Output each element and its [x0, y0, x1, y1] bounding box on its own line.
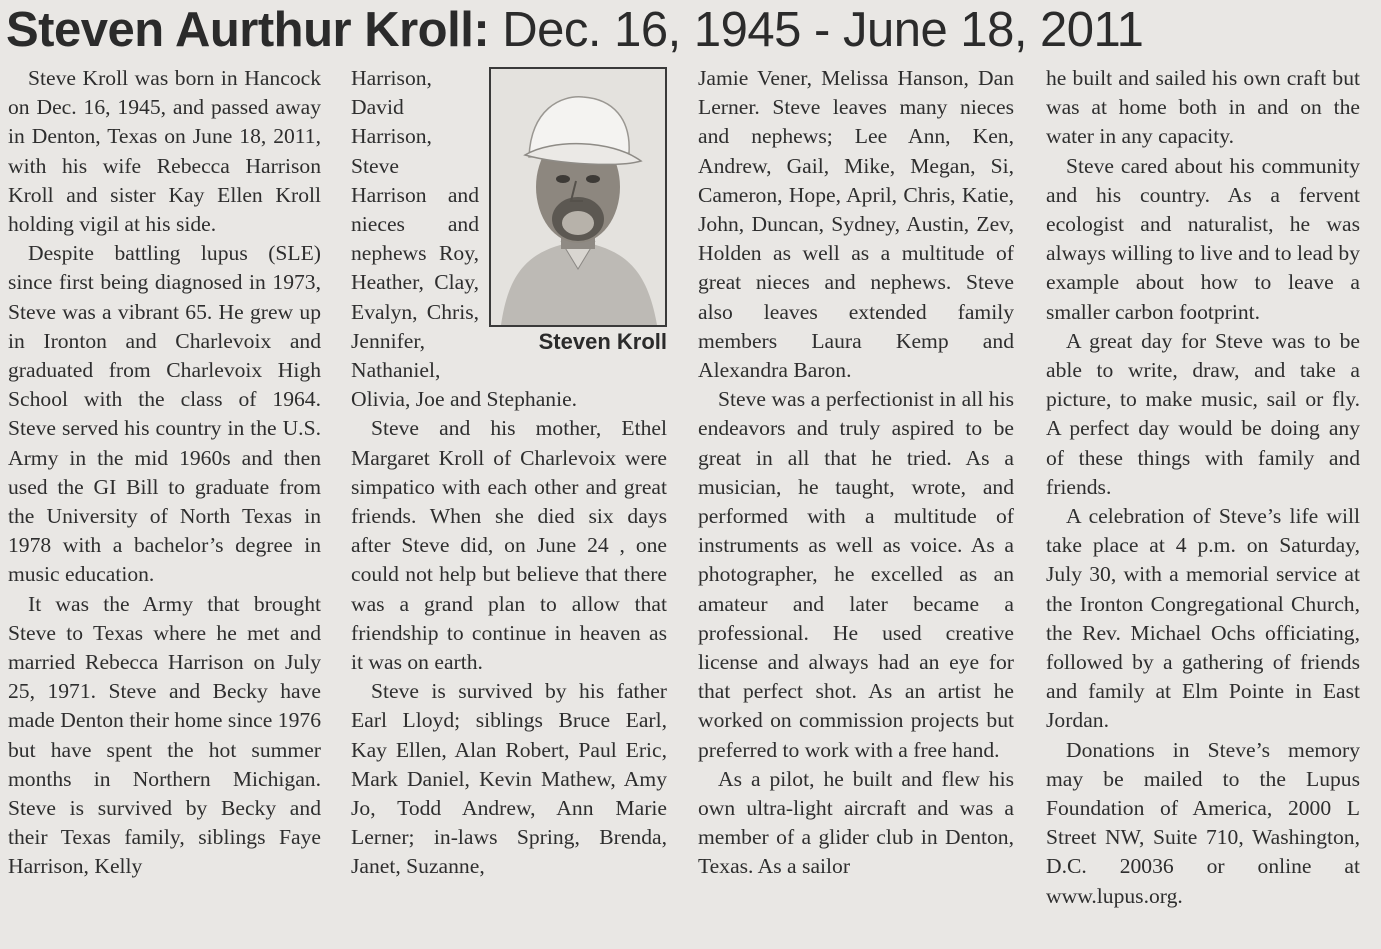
portrait-photo: [489, 67, 667, 327]
paragraph: Steve was a perfectionist in all his endeavors and truly aspired to be great in all that he tried. As a musician, he taught, wrote, and performed with a multitude of instruments as well as voice. As a photographer, he excelled as an amateur and later became a professional. He used creative license and always had an eye for that perfect shot. As an artist he worked on commission projects but preferred to work with a free hand.: [698, 387, 1014, 762]
headline-name: Steven Aurthur Kroll:: [6, 3, 490, 57]
column-2: [351, 64, 667, 949]
paragraph: A great day for Steve was to be able to write, draw, and take a picture, to make music, sail or fly. A perfect day would be doing any of these things with family and friends.: [1046, 328, 1360, 499]
paragraph: Jamie Vener, Melissa Hanson, Dan Lerner. Steve leaves many nieces and nephews; Lee Ann, Ken, Andrew, Gail, Mike, Megan, Si, Cameron, Hope, April, Chris, Katie, John, Duncan, Sydney, Austin, Zev, Holden as well as a multitude of great nieces and nephews. Steve also leaves extended family members Laura Kemp and Alexandra Baron.: [698, 66, 1014, 383]
paragraph: Harrison, David Harrison, Steve Harrison and nieces and nephews Roy, Heather, Clay, Evalyn, Chris, Jennifer, Nathaniel, Olivia, Joe and Stephanie.: [351, 66, 578, 412]
paragraph: Steve and his mother, Ethel Margaret Kroll of Charlevoix were simpatico with each other and great friends. When she died six days after Steve did, on June 24 , one could not help but believe that there was a grand plan to allow that friendship to continue in heaven as it was on earth.: [351, 416, 667, 675]
paragraph: Donations in Steve’s memory may be mailed to the Lupus Foundation of America, 2000 L Street NW, Suite 710, Washington, D.C. 20036 or online at www.lupus.org.: [1046, 737, 1360, 908]
paragraph: he built and sailed his own craft but was at home both in and on the water in any capacity.: [1046, 66, 1360, 149]
portrait-photo-block: [489, 67, 667, 357]
paragraph: Despite battling lupus (SLE) since first being diagnosed in 1973, Steve was a vibrant 65. He grew up in Ironton and Charlevoix and graduated from Charlevoix High School with the class of 1964. Steve served his country in the U.S. Army in the mid 1960s and then used the GI Bill to graduate from the University of North Texas in 1978 with a bachelor’s degree in music education.: [8, 241, 321, 587]
paragraph: A celebration of Steve’s life will take place at 4 p.m. on Saturday, July 30, with a memorial service at the Ironton Congregational Church, the Rev. Michael Ochs officiating, followed by a gathering of friends and family at Elm Pointe in East Jordan.: [1046, 504, 1360, 733]
paragraph: It was the Army that brought Steve to Texas where he met and married Rebecca Harrison on July 25, 1971. Steve and Becky have made Denton their home since 1976 but have spent the hot summer months in Northern Michigan. Steve is survived by Becky and their Texas family, siblings Faye Harrison, Kelly: [8, 591, 321, 879]
paragraph: Steve Kroll was born in Hancock on Dec. 16, 1945, and passed away in Denton, Texas on June 18, 2011, with his wife Rebecca Harrison Kroll and sister Kay Ellen Kroll holding vigil at his side.: [8, 66, 321, 237]
paragraph: Steve cared about his community and his country. As a fervent ecologist and naturalist, he was always willing to live and to lead by example about how to leave a smaller carbon footprint.: [1046, 153, 1360, 324]
headline: [6, 0, 1376, 60]
column-3: [698, 64, 1014, 949]
column-4: [1046, 64, 1360, 949]
photo-caption: Steven Kroll: [538, 329, 667, 354]
headline-dates: Dec. 16, 1945 - June 18, 2011: [502, 3, 1144, 57]
column-1: [8, 64, 321, 949]
paragraph: Steve is survived by his father Earl Lloyd; siblings Bruce Earl, Kay Ellen, Alan Robert, Paul Eric, Mark Daniel, Kevin Mathew, Amy Jo, Todd Andrew, Ann Marie Lerner; in-laws Spring, Brenda, Janet, Suzanne,: [351, 679, 667, 879]
paragraph: As a pilot, he built and flew his own ultra-light aircraft and was a member of a glider club in Denton, Texas. As a sailor: [698, 766, 1014, 879]
